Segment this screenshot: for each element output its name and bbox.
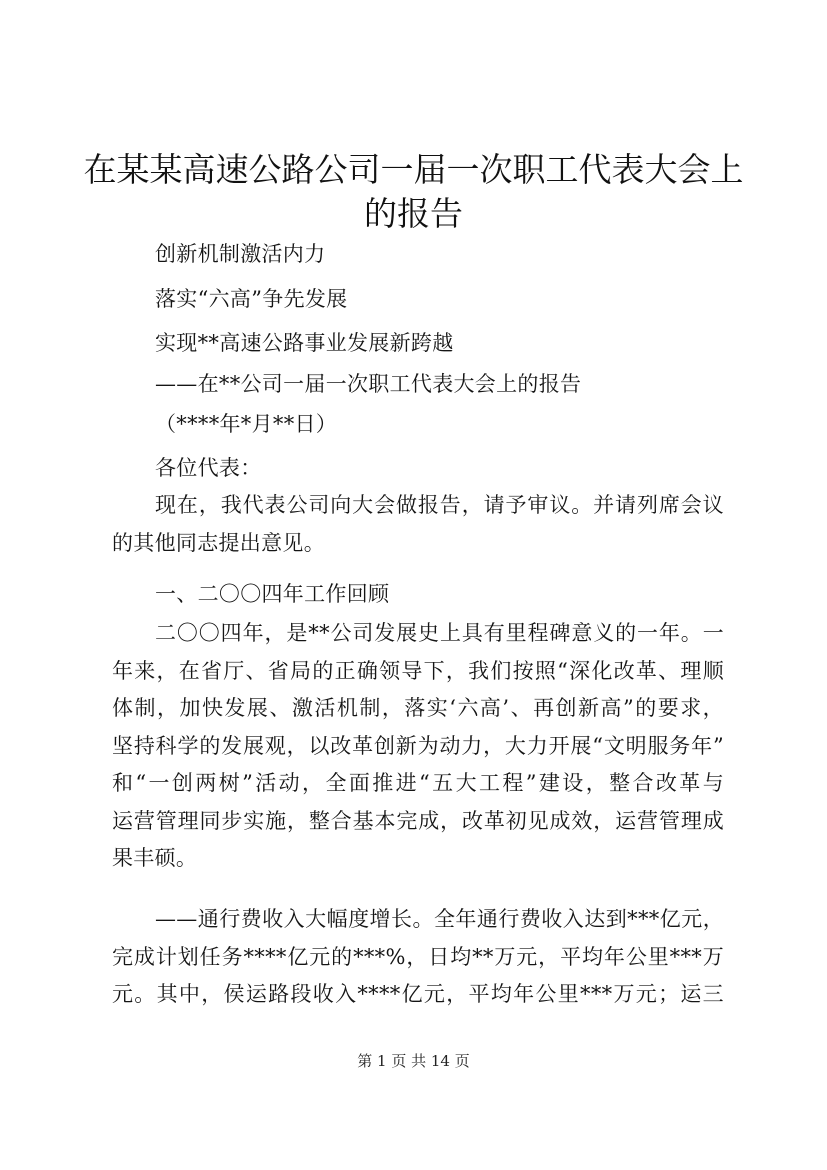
subtitle-1 xyxy=(112,236,767,274)
report-date xyxy=(112,406,767,444)
paragraph-2-line-7: 果丰硕。 xyxy=(112,846,198,870)
report-date-text: （****年*月**日） xyxy=(155,412,338,436)
title-line-2: 的报告 xyxy=(364,194,463,233)
subtitle-3-text: 实现**高速公路事业发展新跨越 xyxy=(155,331,454,355)
paragraph-2-line-2: 年来，在省厅、省局的正确领导下，我们按照“深化改革、理顺 xyxy=(112,658,724,683)
paragraph-3-line-1: ——通行费收入大幅度增长。全年通行费收入达到***亿元， xyxy=(155,907,724,931)
paragraph-2 xyxy=(112,615,724,878)
subtitle-2-text: 落实“六高”争先发展 xyxy=(155,287,348,311)
paragraph-2-line-6: 运营管理同步实施，整合基本完成，改革初见成效，运营管理成 xyxy=(112,808,724,833)
section-heading-text: 一、二〇〇四年工作回顾 xyxy=(155,582,390,606)
page-footer xyxy=(0,1050,827,1071)
paragraph-1-line-2: 的其他同志提出意见。 xyxy=(112,530,325,555)
paragraph-2-line-3: 体制，加快发展、激活机制，落实‘六高’、再创新高”的要求， xyxy=(112,696,724,720)
title-line-1: 在某某高速公路公司一届一次职工代表大会上 xyxy=(83,150,744,189)
salutation xyxy=(112,450,767,488)
document-title xyxy=(80,148,747,236)
paragraph-2-line-4: 坚持科学的发展观，以改革创新为动力，大力开展“文明服务年” xyxy=(112,733,724,758)
salutation-text: 各位代表： xyxy=(155,456,262,480)
subtitle-4 xyxy=(112,366,767,404)
subtitle-3 xyxy=(112,325,767,363)
paragraph-1 xyxy=(112,487,724,562)
paragraph-3 xyxy=(112,901,724,1014)
section-heading xyxy=(112,576,767,614)
paragraph-2-line-1: 二〇〇四年，是**公司发展史上具有里程碑意义的一年。一 xyxy=(155,621,724,645)
subtitle-1-text: 创新机制激活内力 xyxy=(155,242,326,266)
subtitle-2 xyxy=(112,281,767,319)
paragraph-1-line-1: 现在，我代表公司向大会做报告，请予审议。并请列席会议 xyxy=(155,493,724,517)
paragraph-3-line-3: 元。其中，侯运路段收入****亿元，平均年公里***万元；运三 xyxy=(112,982,724,1006)
paragraph-2-line-5: 和“一创两树”活动，全面推进“五大工程”建设，整合改革与 xyxy=(112,771,724,795)
paragraph-3-line-2: 完成计划任务****亿元的***%，日均**万元，平均年公里***万 xyxy=(112,944,724,969)
subtitle-4-text: ——在**公司一届一次职工代表大会上的报告 xyxy=(155,372,582,396)
page-number-label: 第 1 页 共 14 页 xyxy=(357,1052,470,1070)
